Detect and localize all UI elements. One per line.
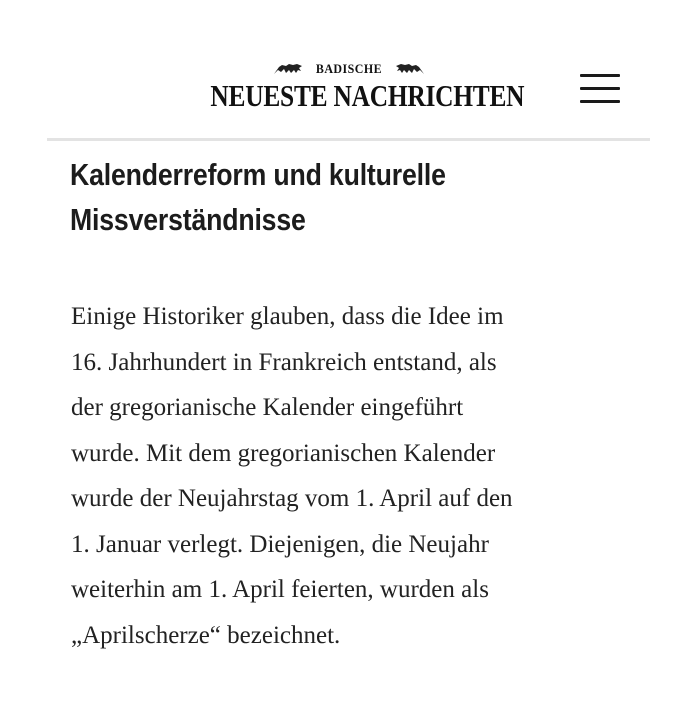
- body-line: wurde der Neujahrstag vom 1. April auf den: [71, 485, 513, 512]
- body-line: Einige Historiker glauben, dass die Idee im: [71, 303, 504, 330]
- logo-top-text: BADISCHE: [315, 61, 383, 76]
- site-header: [0, 0, 696, 140]
- hamburger-menu-button[interactable]: [578, 70, 620, 106]
- article-title: [70, 152, 552, 242]
- logo-main-text: NEUESTE NACHRICHTEN: [210, 78, 525, 113]
- body-line: „Aprilscherze“ bezeichnet.: [71, 621, 341, 649]
- site-logo[interactable]: [180, 60, 525, 113]
- body-line: weiterhin am 1. April feierten, wurden als: [71, 576, 489, 603]
- body-line: 1. Januar verlegt. Diejenigen, die Neujahr: [71, 530, 489, 558]
- header-divider: [47, 138, 650, 141]
- lion-emblem-left-icon: [273, 63, 303, 75]
- body-line: wurde. Mit dem gregorianischen Kalender: [71, 439, 496, 467]
- body-line: 16. Jahrhundert in Frankreich entstand, als: [71, 348, 497, 376]
- article-title-line: Kalenderreform und kulturelle: [70, 157, 446, 192]
- hamburger-menu-icon-bar: [580, 87, 620, 90]
- lion-emblem-right-icon: [395, 63, 425, 75]
- article-body: [71, 294, 631, 658]
- body-line: der gregorianische Kalender eingeführt: [71, 394, 464, 421]
- article-title-line: Missverständnisse: [70, 202, 306, 237]
- logo-top-row: [180, 60, 518, 78]
- hamburger-menu-icon-bar: [580, 100, 620, 103]
- hamburger-menu-icon: [580, 74, 620, 77]
